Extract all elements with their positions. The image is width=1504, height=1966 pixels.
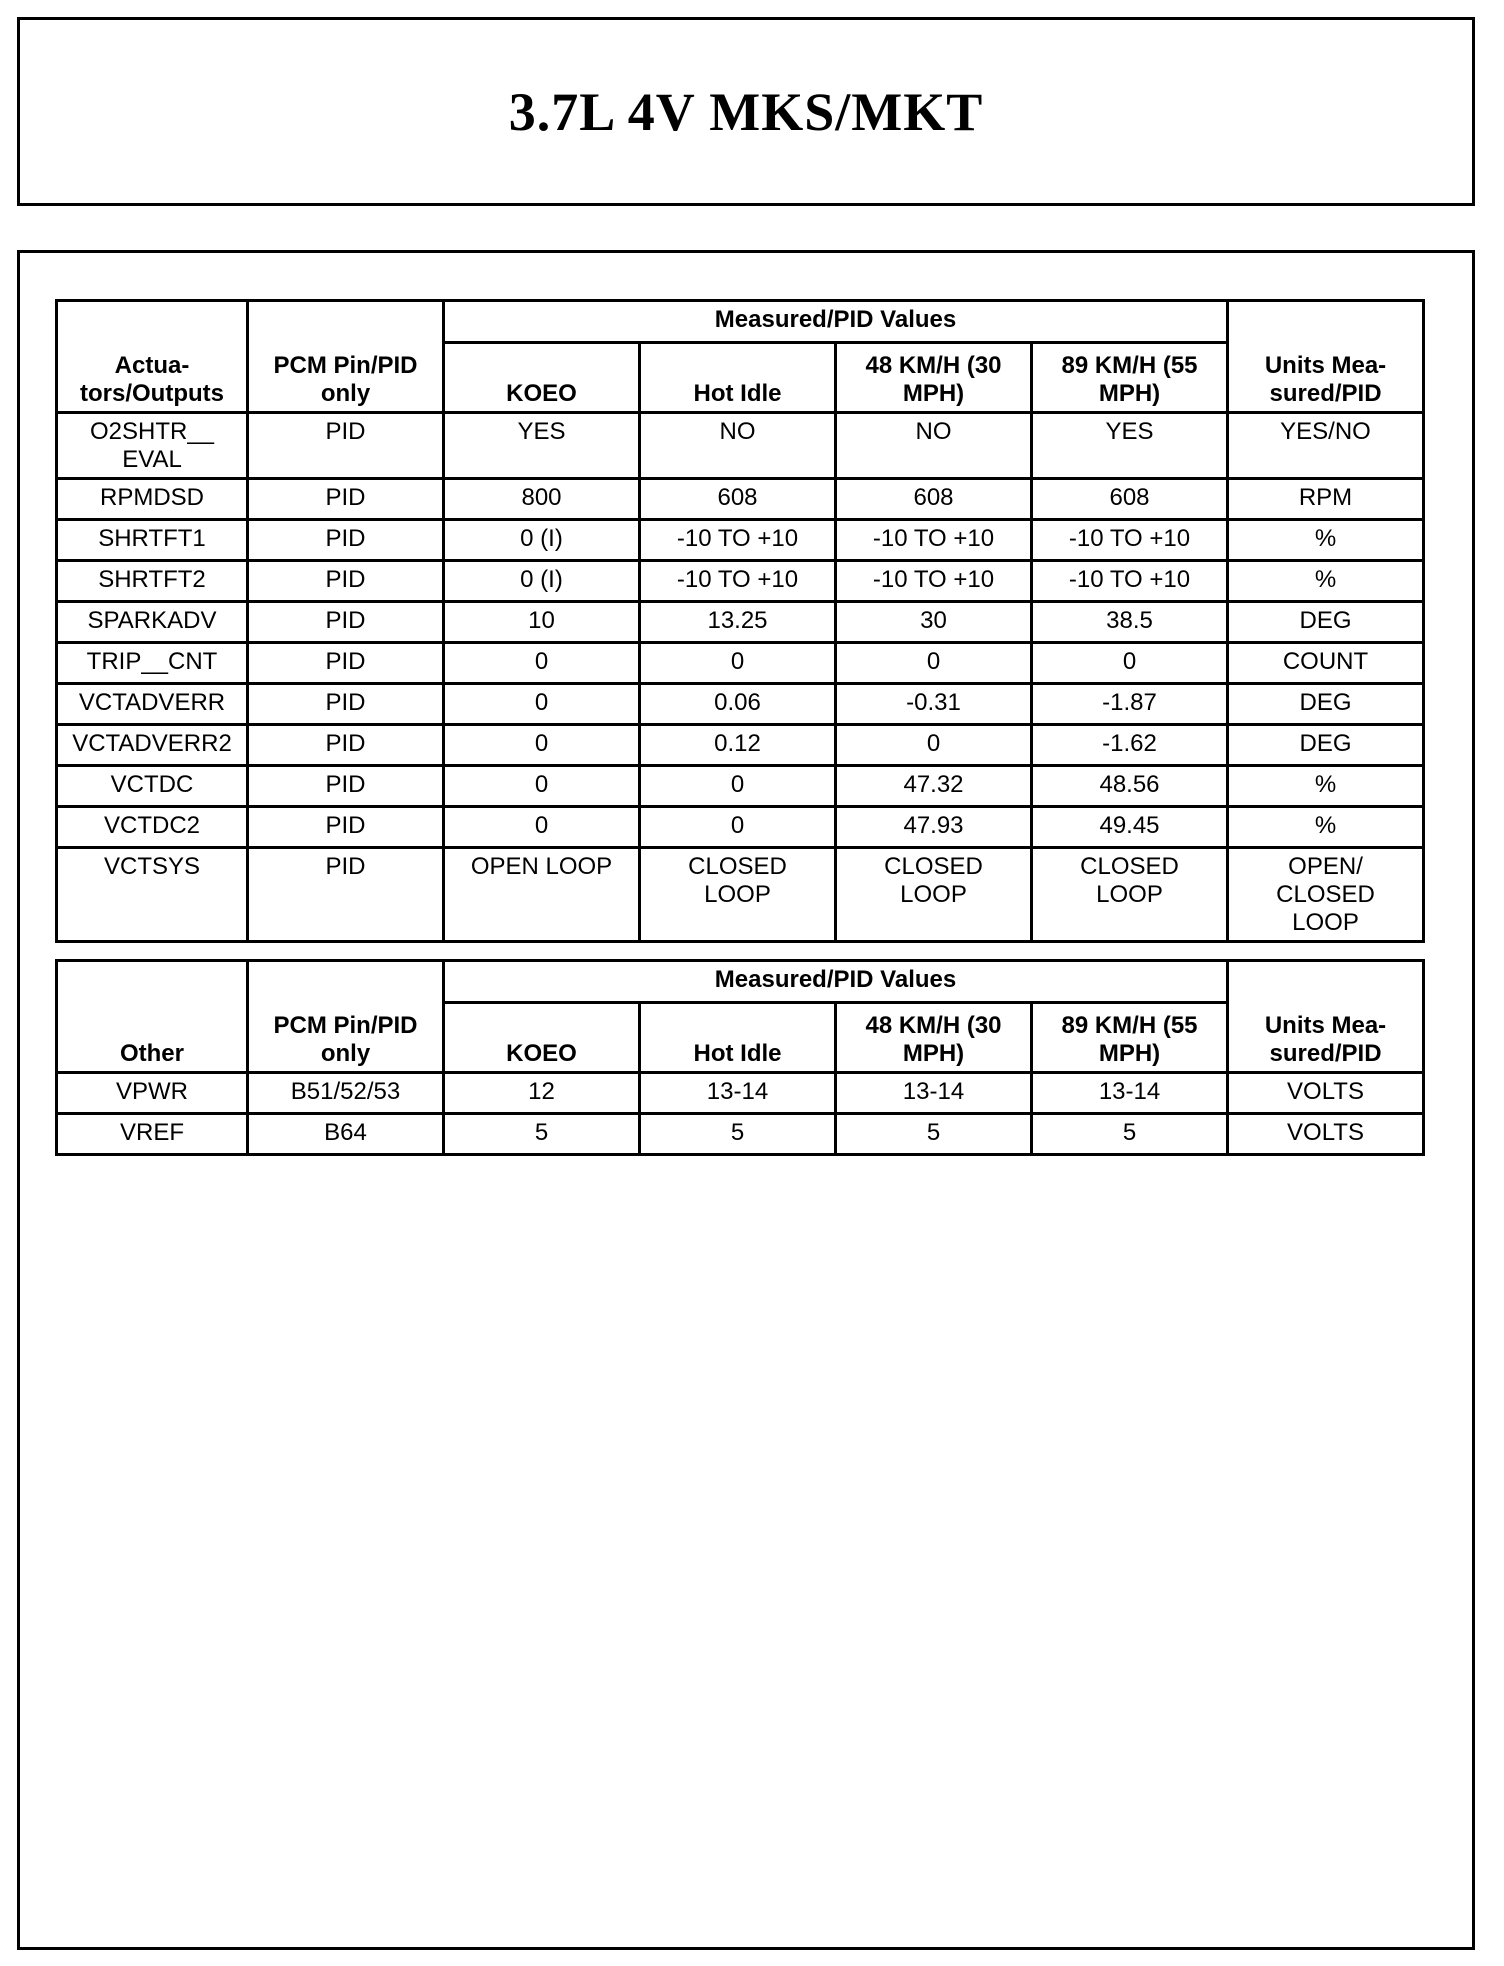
cell-hot-idle-value: 0 — [640, 766, 836, 807]
cell-item-name: VCTADVERR2 — [57, 725, 248, 766]
header-48kmh: 48 KM/H (30 MPH) — [836, 1003, 1032, 1073]
cell-89kmh-value: 13-14 — [1032, 1073, 1228, 1114]
cell-48kmh-value: 30 — [836, 602, 1032, 643]
cell-hot-idle-value: 0.06 — [640, 684, 836, 725]
cell-89kmh-value: -10 TO +10 — [1032, 561, 1228, 602]
actuators-outputs-table — [55, 299, 1425, 943]
cell-hot-idle-value: 13-14 — [640, 1073, 836, 1114]
cell-pcm-pin-pid: PID — [248, 643, 444, 684]
cell-item-name: O2SHTR__ EVAL — [57, 413, 248, 479]
header-koeo: KOEO — [444, 343, 640, 413]
cell-pcm-pin-pid: PID — [248, 479, 444, 520]
header-hot-idle: Hot Idle — [640, 343, 836, 413]
cell-pcm-pin-pid: PID — [248, 520, 444, 561]
cell-hot-idle-value: 13.25 — [640, 602, 836, 643]
table-row — [57, 766, 1424, 807]
header-89kmh: 89 KM/H (55 MPH) — [1032, 343, 1228, 413]
cell-89kmh-value: CLOSED LOOP — [1032, 848, 1228, 942]
title-box — [17, 17, 1475, 206]
cell-48kmh-value: -10 TO +10 — [836, 561, 1032, 602]
cell-89kmh-value: YES — [1032, 413, 1228, 479]
header-other: Other — [57, 961, 248, 1073]
header-measured-pid-values: Measured/PID Values — [444, 301, 1228, 343]
cell-koeo-value: 5 — [444, 1114, 640, 1155]
cell-koeo-value: 0 — [444, 684, 640, 725]
table-row — [57, 602, 1424, 643]
cell-pcm-pin-pid: PID — [248, 766, 444, 807]
cell-48kmh-value: -0.31 — [836, 684, 1032, 725]
cell-48kmh-value: NO — [836, 413, 1032, 479]
table-row — [57, 807, 1424, 848]
cell-units: RPM — [1228, 479, 1424, 520]
cell-hot-idle-value: CLOSED LOOP — [640, 848, 836, 942]
cell-pcm-pin-pid: PID — [248, 725, 444, 766]
cell-89kmh-value: -1.87 — [1032, 684, 1228, 725]
table-row — [57, 1073, 1424, 1114]
cell-hot-idle-value: -10 TO +10 — [640, 561, 836, 602]
header-hot-idle: Hot Idle — [640, 1003, 836, 1073]
cell-pcm-pin-pid: B64 — [248, 1114, 444, 1155]
cell-koeo-value: 0 — [444, 807, 640, 848]
cell-pcm-pin-pid: B51/52/53 — [248, 1073, 444, 1114]
cell-89kmh-value: 38.5 — [1032, 602, 1228, 643]
cell-koeo-value: 800 — [444, 479, 640, 520]
header-pcm-pin-pid: PCM Pin/PID only — [248, 961, 444, 1073]
cell-units: % — [1228, 807, 1424, 848]
cell-89kmh-value: 5 — [1032, 1114, 1228, 1155]
cell-koeo-value: YES — [444, 413, 640, 479]
cell-item-name: SPARKADV — [57, 602, 248, 643]
table-row — [57, 520, 1424, 561]
cell-item-name: VCTADVERR — [57, 684, 248, 725]
header-koeo: KOEO — [444, 1003, 640, 1073]
cell-item-name: VCTDC — [57, 766, 248, 807]
cell-units: DEG — [1228, 602, 1424, 643]
cell-units: DEG — [1228, 725, 1424, 766]
table-row — [57, 725, 1424, 766]
cell-pcm-pin-pid: PID — [248, 684, 444, 725]
cell-units: % — [1228, 561, 1424, 602]
cell-koeo-value: 0 — [444, 643, 640, 684]
cell-item-name: RPMDSD — [57, 479, 248, 520]
cell-koeo-value: 0 — [444, 766, 640, 807]
cell-89kmh-value: -1.62 — [1032, 725, 1228, 766]
cell-item-name: TRIP__CNT — [57, 643, 248, 684]
cell-48kmh-value: 5 — [836, 1114, 1032, 1155]
cell-hot-idle-value: 5 — [640, 1114, 836, 1155]
cell-koeo-value: 0 — [444, 725, 640, 766]
table-row — [57, 479, 1424, 520]
cell-hot-idle-value: NO — [640, 413, 836, 479]
cell-koeo-value: 0 (I) — [444, 520, 640, 561]
cell-units: OPEN/ CLOSED LOOP — [1228, 848, 1424, 942]
cell-units: YES/NO — [1228, 413, 1424, 479]
cell-89kmh-value: -10 TO +10 — [1032, 520, 1228, 561]
cell-pcm-pin-pid: PID — [248, 413, 444, 479]
table-row — [57, 684, 1424, 725]
cell-item-name: VREF — [57, 1114, 248, 1155]
cell-koeo-value: OPEN LOOP — [444, 848, 640, 942]
table-row — [57, 561, 1424, 602]
table-row — [57, 413, 1424, 479]
cell-pcm-pin-pid: PID — [248, 602, 444, 643]
cell-pcm-pin-pid: PID — [248, 561, 444, 602]
cell-units: DEG — [1228, 684, 1424, 725]
cell-hot-idle-value: 0 — [640, 807, 836, 848]
cell-hot-idle-value: 0.12 — [640, 725, 836, 766]
table-row — [57, 1114, 1424, 1155]
cell-item-name: SHRTFT1 — [57, 520, 248, 561]
cell-units: VOLTS — [1228, 1073, 1424, 1114]
cell-units: VOLTS — [1228, 1114, 1424, 1155]
other-table — [55, 959, 1425, 1156]
cell-item-name: VPWR — [57, 1073, 248, 1114]
cell-89kmh-value: 49.45 — [1032, 807, 1228, 848]
cell-koeo-value: 12 — [444, 1073, 640, 1114]
cell-hot-idle-value: 608 — [640, 479, 836, 520]
header-measured-pid-values: Measured/PID Values — [444, 961, 1228, 1003]
content-box — [17, 250, 1475, 1950]
cell-89kmh-value: 48.56 — [1032, 766, 1228, 807]
cell-koeo-value: 10 — [444, 602, 640, 643]
cell-48kmh-value: 13-14 — [836, 1073, 1032, 1114]
cell-89kmh-value: 0 — [1032, 643, 1228, 684]
cell-hot-idle-value: 0 — [640, 643, 836, 684]
cell-pcm-pin-pid: PID — [248, 848, 444, 942]
cell-48kmh-value: 47.32 — [836, 766, 1032, 807]
cell-units: COUNT — [1228, 643, 1424, 684]
header-89kmh: 89 KM/H (55 MPH) — [1032, 1003, 1228, 1073]
cell-48kmh-value: 608 — [836, 479, 1032, 520]
cell-hot-idle-value: -10 TO +10 — [640, 520, 836, 561]
table-row — [57, 848, 1424, 942]
cell-48kmh-value: 0 — [836, 725, 1032, 766]
cell-item-name: SHRTFT2 — [57, 561, 248, 602]
cell-koeo-value: 0 (I) — [444, 561, 640, 602]
table-row — [57, 643, 1424, 684]
cell-48kmh-value: 0 — [836, 643, 1032, 684]
cell-48kmh-value: 47.93 — [836, 807, 1032, 848]
cell-units: % — [1228, 766, 1424, 807]
cell-48kmh-value: CLOSED LOOP — [836, 848, 1032, 942]
cell-units: % — [1228, 520, 1424, 561]
cell-item-name: VCTSYS — [57, 848, 248, 942]
page-title: 3.7L 4V MKS/MKT — [508, 81, 984, 142]
cell-pcm-pin-pid: PID — [248, 807, 444, 848]
header-pcm-pin-pid: PCM Pin/PID only — [248, 301, 444, 413]
cell-48kmh-value: -10 TO +10 — [836, 520, 1032, 561]
header-units: Units Mea- sured/PID — [1228, 301, 1424, 413]
header-units: Units Mea- sured/PID — [1228, 961, 1424, 1073]
cell-item-name: VCTDC2 — [57, 807, 248, 848]
cell-89kmh-value: 608 — [1032, 479, 1228, 520]
header-actuators-outputs: Actua- tors/Outputs — [57, 301, 248, 413]
header-48kmh: 48 KM/H (30 MPH) — [836, 343, 1032, 413]
